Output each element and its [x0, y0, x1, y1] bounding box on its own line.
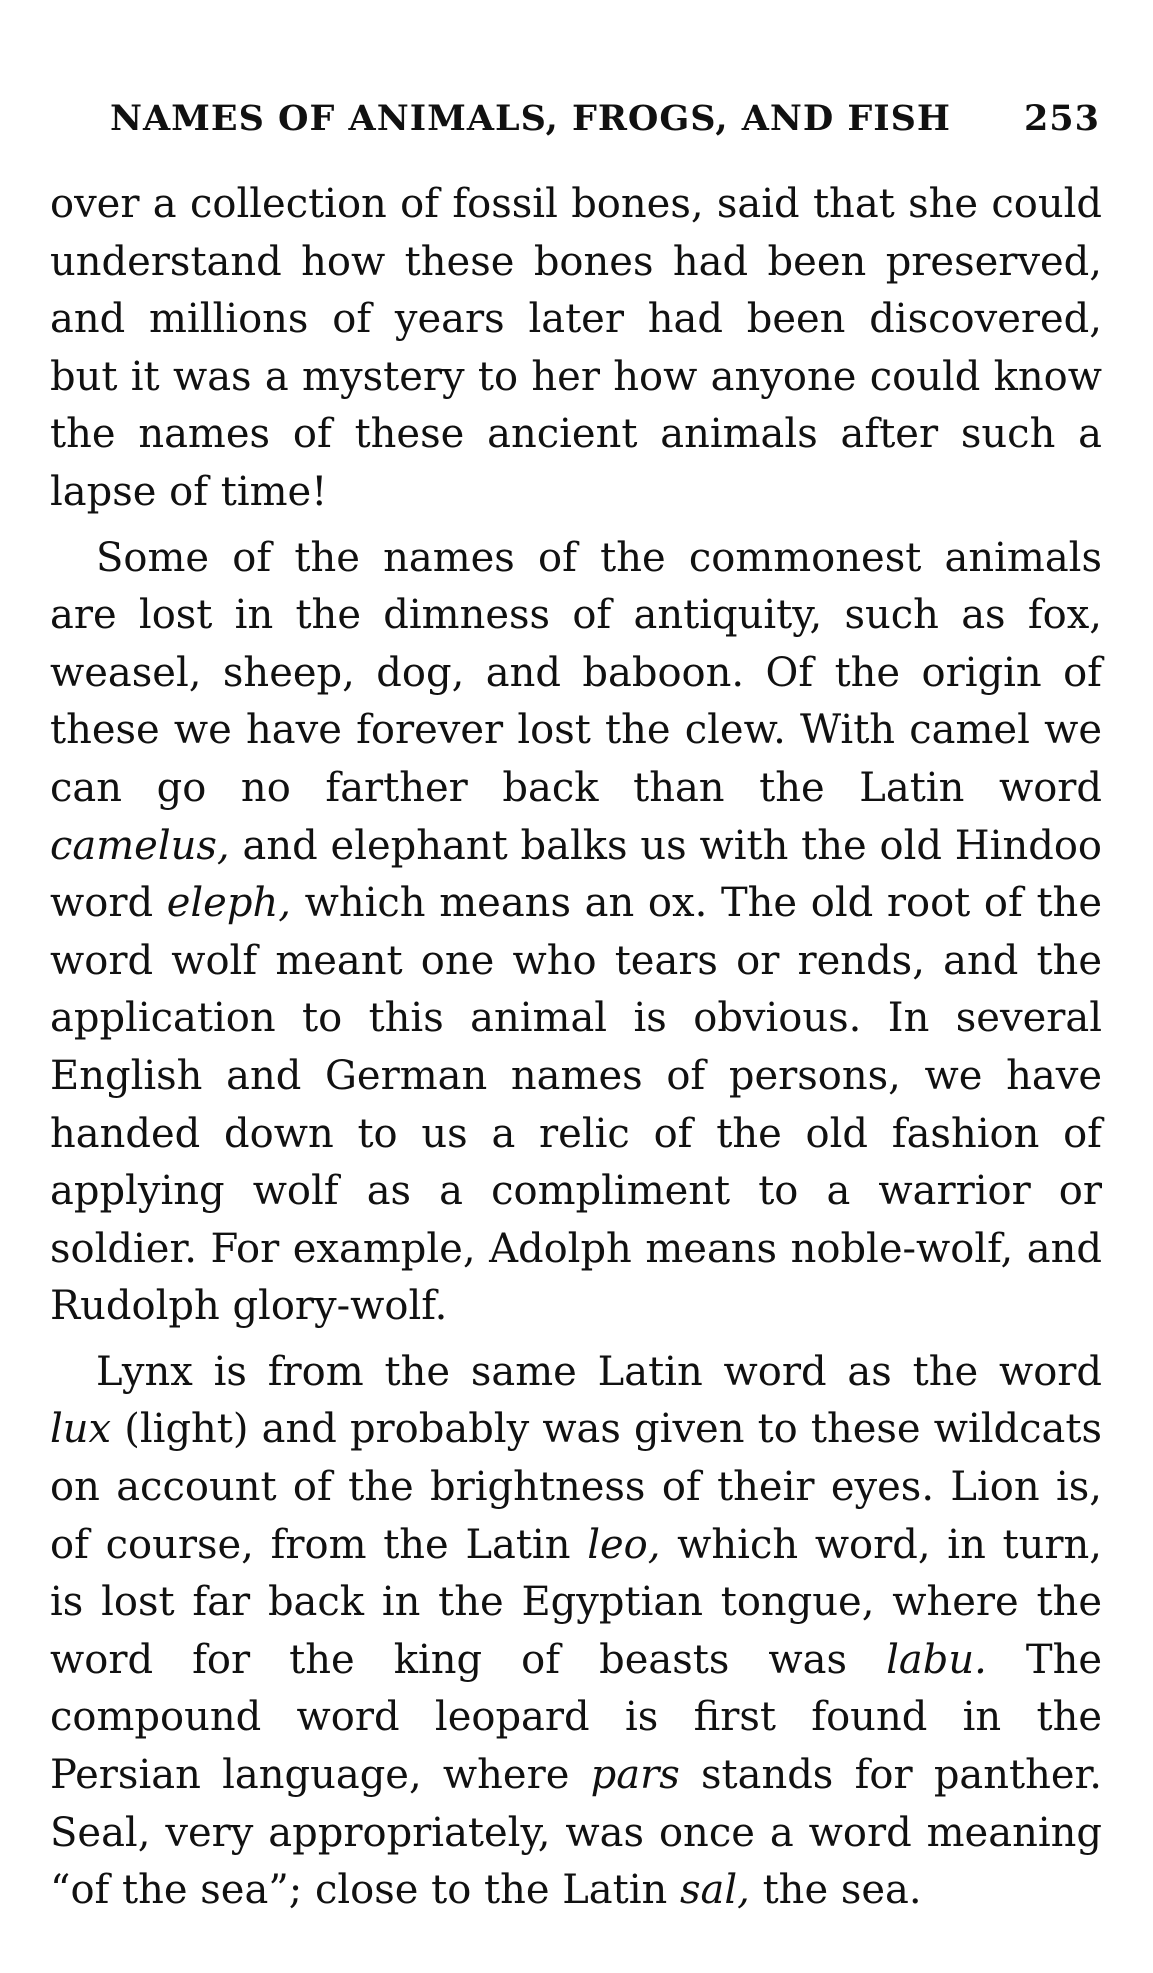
- text-run: and elephant balks us with the old Hindoo word: [50, 822, 1102, 927]
- running-header: [110, 98, 1100, 148]
- text-run: stands for panther. Seal, very appropriately, was once a word meaning “of the sea”; close to the Latin: [50, 1752, 1102, 1914]
- text-run: Some of the names of the commonest animals are lost in the dimness of antiquity, such as fox, weasel, sheep, dog, and baboon. Of the origin of these we have forever lost the clew. With camel we can go no farther back than the Latin word: [50, 534, 1102, 811]
- paragraph-continued: [50, 176, 1102, 522]
- italic-term: labu.: [886, 1636, 987, 1683]
- italic-term: lux: [50, 1406, 112, 1453]
- italic-term: eleph,: [166, 880, 291, 927]
- italic-term: camelus,: [50, 822, 230, 869]
- text-run: The compound word leopard is first found in the Persian language, where: [50, 1636, 1103, 1799]
- italic-term: sal,: [680, 1867, 750, 1914]
- text-run: which word, in turn, is lost far back in the Egyptian tongue, where the word for the king of beasts was: [50, 1521, 1102, 1683]
- text-run: Lynx is from the same Latin word as the word: [96, 1348, 1102, 1395]
- chapter-title: NAMES OF ANIMALS, FROGS, AND FISH: [110, 98, 951, 139]
- text-run: (light) and probably was given to these wildcats on account of the brightness of their eyes. Lion is, of course, from the Latin: [50, 1406, 1102, 1568]
- text-run: the sea.: [749, 1867, 922, 1914]
- paragraph-animal-names: [50, 530, 1102, 1336]
- page-number: 253: [1023, 98, 1100, 139]
- text-run: over a collection of fossil bones, said that she could understand how these bones had been preserved, and millions of years later had been discovered, but it was a mystery to her how anyone could know the names of these ancient animals after such a lapse of time!: [50, 181, 1102, 515]
- italic-term: leo,: [587, 1521, 661, 1568]
- body-text: [50, 176, 1102, 1920]
- italic-term: pars: [590, 1752, 680, 1799]
- text-run: which means an ox. The old root of the word wolf meant one who tears or rends, and the application to this animal is obvious. In several English and German names of persons, we have handed down to us a relic of the old fashion of applying wolf as a compliment to a warrior or soldier. For example, Adolph means noble-wolf, and Rudolph glory-wolf.: [50, 880, 1102, 1330]
- paragraph-big-cats: [50, 1344, 1102, 1920]
